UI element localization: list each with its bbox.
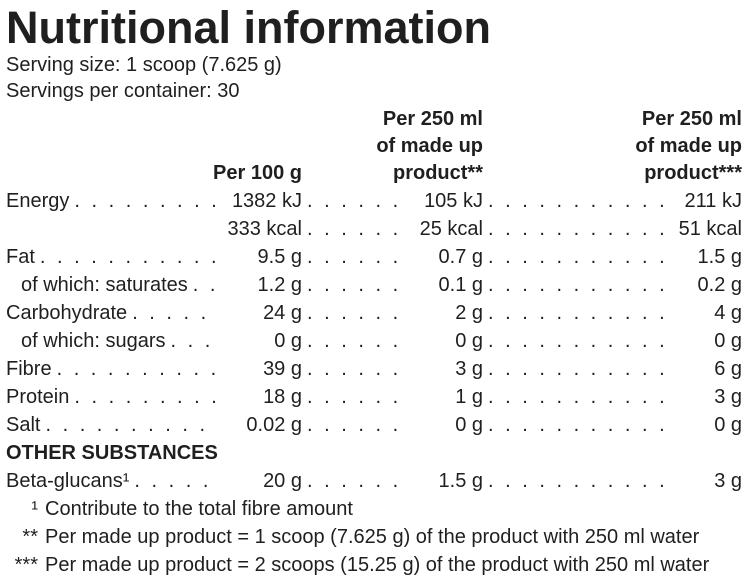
row-protein (6, 383, 742, 411)
dot-leader (302, 467, 405, 495)
value-per-100g: 1.2 g (257, 274, 302, 296)
value-per-250ml-2scoops: 0.2 g (697, 274, 742, 296)
dot-leader (483, 383, 664, 411)
value-per-250ml-2scoops: 211 kJ (684, 190, 742, 212)
row-label: Carbohydrate (6, 302, 128, 324)
dot-leader (302, 299, 405, 327)
value-per-250ml-2scoops: 51 kcal (678, 218, 742, 240)
value-per-250ml-1scoop: 0.1 g (438, 274, 483, 296)
footnote-text: Per made up product = 1 scoop (7.625 g) of the product with 250 ml water (45, 526, 700, 548)
row-carbohydrate (6, 299, 742, 327)
value-per-250ml-2scoops: 0 g (714, 414, 742, 436)
row-label: Salt (6, 414, 41, 436)
footnote-marker: ¹ (31, 498, 38, 520)
dot-leader (166, 327, 216, 355)
section-header-other-substances: OTHER SUBSTANCES (6, 442, 218, 464)
value-per-250ml-1scoop: 0 g (455, 330, 483, 352)
dot-leader (302, 215, 405, 243)
dot-leader (188, 271, 216, 299)
row-energy-kcal (6, 215, 742, 243)
footnote-marker: *** (14, 554, 38, 576)
row-saturates (6, 271, 742, 299)
col-header-line: of made up (376, 135, 483, 157)
value-per-100g: 0.02 g (246, 414, 302, 436)
value-per-250ml-2scoops: 6 g (714, 358, 742, 380)
dot-leader (129, 467, 216, 495)
value-per-250ml-1scoop: 3 g (455, 358, 483, 380)
dot-leader (483, 271, 664, 299)
dot-leader (483, 327, 664, 355)
value-per-250ml-1scoop: 0 g (455, 414, 483, 436)
footnote-beta-glucans (6, 495, 742, 523)
dot-leader (302, 327, 405, 355)
row-salt (6, 411, 742, 439)
footnote-text: Per made up product = 2 scoops (15.25 g) of the product with 250 ml water (45, 554, 710, 576)
dot-leader (302, 187, 405, 215)
value-per-250ml-1scoop: 1 g (455, 386, 483, 408)
dot-leader (483, 215, 664, 243)
dot-leader (302, 271, 405, 299)
dot-leader (127, 299, 216, 327)
value-per-250ml-2scoops: 0 g (714, 330, 742, 352)
value-per-250ml-2scoops: 4 g (714, 302, 742, 324)
value-per-250ml-2scoops: 3 g (714, 470, 742, 492)
dot-leader (483, 467, 664, 495)
col-header-line: of made up (635, 135, 742, 157)
footnote-made-up-1scoop (6, 523, 742, 551)
dot-leader (302, 355, 405, 383)
row-energy-kj (6, 187, 742, 215)
value-per-100g: 1382 kJ (231, 190, 302, 212)
row-beta-glucans (6, 467, 742, 495)
table-column-headers (6, 106, 742, 187)
dot-leader (40, 411, 216, 439)
value-per-100g: 333 kcal (227, 218, 302, 240)
footnote-text: Contribute to the total fibre amount (45, 498, 353, 520)
col-header-line: product*** (644, 162, 742, 184)
dot-leader (69, 383, 216, 411)
col-header-per-250ml-2scoops (483, 106, 742, 187)
dot-leader (483, 299, 664, 327)
value-per-250ml-1scoop: 2 g (455, 302, 483, 324)
dot-leader (69, 187, 216, 215)
value-per-250ml-1scoop: 0.7 g (438, 246, 483, 268)
dot-leader (35, 243, 216, 271)
col-header-line: product** (393, 162, 483, 184)
value-per-250ml-1scoop: 25 kcal (419, 218, 483, 240)
col-header-per-250ml-1scoop (302, 106, 483, 187)
dot-leader (483, 187, 664, 215)
value-per-100g: 20 g (263, 470, 302, 492)
row-label: Protein (6, 386, 70, 408)
dot-leader (483, 355, 664, 383)
value-per-250ml-2scoops: 3 g (714, 386, 742, 408)
dot-leader (302, 383, 405, 411)
value-per-250ml-2scoops: 1.5 g (697, 246, 742, 268)
col-header-line: Per 250 ml (641, 108, 742, 130)
footnote-marker: ** (22, 526, 38, 548)
row-label: Fibre (6, 358, 52, 380)
dot-leader (302, 243, 405, 271)
dot-leader (6, 215, 216, 243)
value-per-100g: 0 g (274, 330, 302, 352)
row-label: of which: saturates (21, 274, 188, 296)
serving-size-text: Serving size: 1 scoop (7.625 g) (6, 54, 282, 76)
row-fat (6, 243, 742, 271)
value-per-250ml-1scoop: 1.5 g (438, 470, 483, 492)
dot-leader (483, 243, 664, 271)
value-per-100g: 39 g (263, 358, 302, 380)
row-label: Energy (6, 190, 70, 212)
dot-leader (52, 355, 216, 383)
col-header-per-100g-line: Per 100 g (213, 162, 302, 184)
dot-leader (483, 411, 664, 439)
row-label: Fat (6, 246, 35, 268)
row-sugars (6, 327, 742, 355)
row-label: of which: sugars (21, 330, 166, 352)
value-per-100g: 18 g (263, 386, 302, 408)
col-header-per-100g (6, 160, 302, 187)
value-per-100g: 9.5 g (257, 246, 302, 268)
servings-per-container-text: Servings per container: 30 (6, 80, 240, 102)
row-label: Beta-glucans¹ (6, 470, 130, 492)
value-per-100g: 24 g (263, 302, 302, 324)
dot-leader (302, 411, 405, 439)
page-title: Nutritional information (6, 2, 491, 53)
col-header-line: Per 250 ml (382, 108, 483, 130)
value-per-250ml-1scoop: 105 kJ (424, 190, 483, 212)
footnote-made-up-2scoops (6, 551, 742, 578)
row-fibre (6, 355, 742, 383)
